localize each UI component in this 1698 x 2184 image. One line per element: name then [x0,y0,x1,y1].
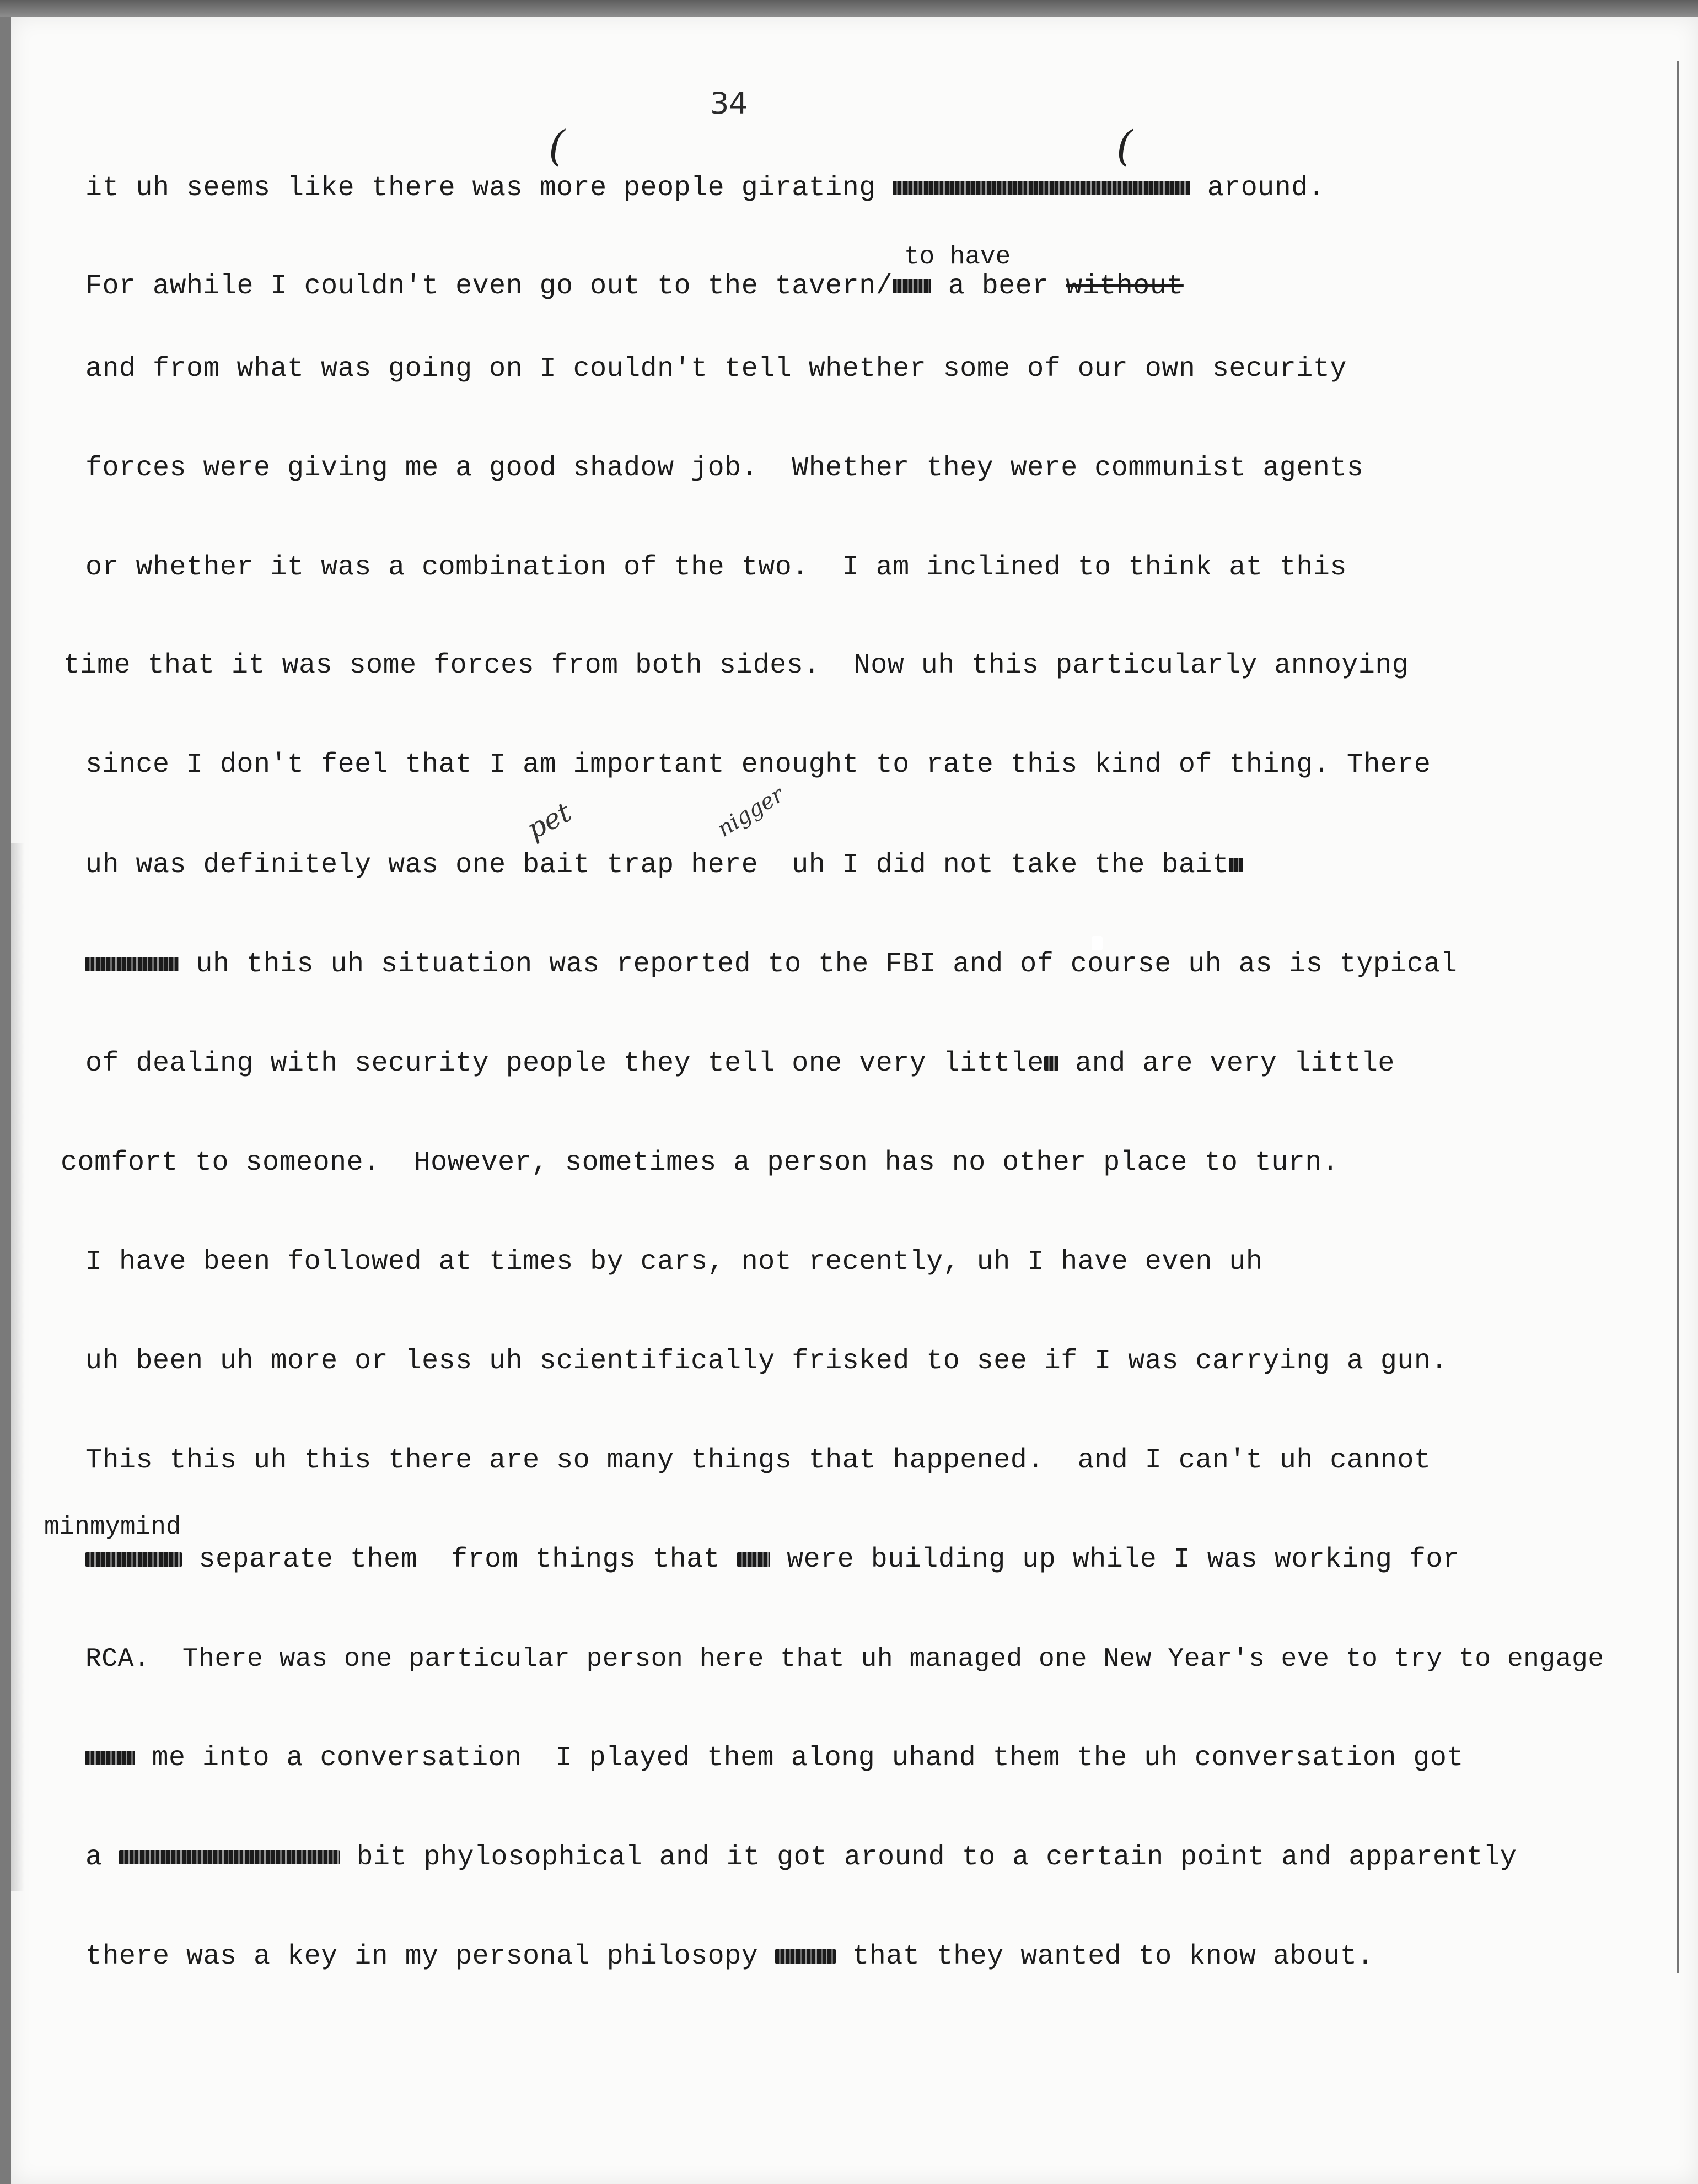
line-8-text-a: uh was definitely was one [85,849,506,881]
line-8-text-b: bait trap [506,849,674,881]
line-8-text-c: here uh I did not take the bait [674,849,1229,881]
line-10-text-b: and are very little [1058,1048,1395,1079]
margin-mark-right: ( [1116,121,1133,170]
page-right-rule [1677,61,1679,1973]
text-line-8 [85,849,1243,882]
typed-page [11,17,1698,2184]
line-1-text-a: it uh seems like there was more people girating [85,173,893,204]
line-17-text-b: and them [925,1742,1060,1774]
line-2-struck-word: without [1066,271,1184,302]
line-19-text-a: there was a key in my personal philosopy [85,1941,775,1972]
text-line-7: since I don't feel that I am important enought to rate this kind of thing. There [85,749,1431,781]
typed-strikeout [85,1751,135,1765]
interlinear-insertion-2: minmymind [44,1513,181,1541]
margin-mark-left: ( [549,121,565,170]
line-15-text-a: separate them from things that [182,1544,737,1575]
scan-top-edge [0,0,1698,17]
text-line-12: I have been followed at times by cars, not recently, uh I have even uh [85,1246,1263,1278]
line-10-text-a: of dealing with security people they tell one very little [85,1048,1044,1079]
typed-strikeout [85,1552,182,1567]
typed-strikeout [775,1949,836,1964]
text-line-16: RCA. There was one particular person here that uh managed one New Year's eve to try to engage [85,1644,1604,1674]
text-line-1 [85,172,1325,205]
text-line-15 [85,1543,1459,1577]
text-line-18 [85,1841,1517,1874]
typed-strikeout [85,957,179,971]
line-9-text: uh this uh situation was reported to the FBI and of course uh as is typical [179,949,1458,980]
interlinear-insertion-1: to have [904,243,1011,271]
line-19-text-b: that they wanted to know about. [835,1941,1374,1972]
typed-strikeout [1229,858,1243,872]
page-number: 34 [710,86,748,121]
text-line-6: time that it was some forces from both sides. Now uh this particularly annoying [63,650,1409,681]
line-2-text-b: a beer [931,271,1066,302]
line-17-text-c: the uh conversation got [1060,1742,1464,1774]
text-line-2 [85,270,1184,303]
line-2-text-a: For awhile I couldn't even go out to the tavern/ [85,271,893,302]
text-line-19 [85,1940,1374,1973]
text-line-11: comfort to someone. However, sometimes a person has no other place to turn. [61,1147,1339,1179]
typed-strikeout [119,1850,340,1864]
typed-strikeout [893,181,1190,195]
scan-edge-shadow [11,843,24,1891]
text-line-13: uh been uh more or less uh scientifically frisked to see if I was carrying a gun. [85,1346,1448,1377]
text-line-14: This this uh this there are so many things that happened. and I can't uh cannot [85,1445,1431,1476]
line-1-text-b: around. [1190,173,1325,204]
text-line-17 [85,1742,1464,1775]
line-18-text-b: bit phylosophical and it got around to a certain point and apparently [340,1842,1517,1873]
text-line-5: or whether it was a combination of the two. I am inclined to think at this [85,552,1347,583]
handwritten-insertion-pet: pet [522,796,577,846]
text-line-3: and from what was going on I couldn't tell whether some of our own security [85,353,1347,385]
line-18-text-a: a [85,1842,120,1873]
text-line-4: forces were giving me a good shadow job. Whether they were communist agents [85,453,1364,484]
line-15-text-b: were building up while I was working for [770,1544,1460,1575]
typed-strikeout [737,1552,770,1567]
line-17-text-a: me into a conversation I played them along uh [135,1742,926,1774]
typed-strikeout [893,279,931,293]
handwritten-insertion-nigger: nigger [712,782,788,842]
typed-strikeout [1044,1056,1058,1071]
text-line-9 [85,948,1457,981]
text-line-10 [85,1047,1395,1080]
